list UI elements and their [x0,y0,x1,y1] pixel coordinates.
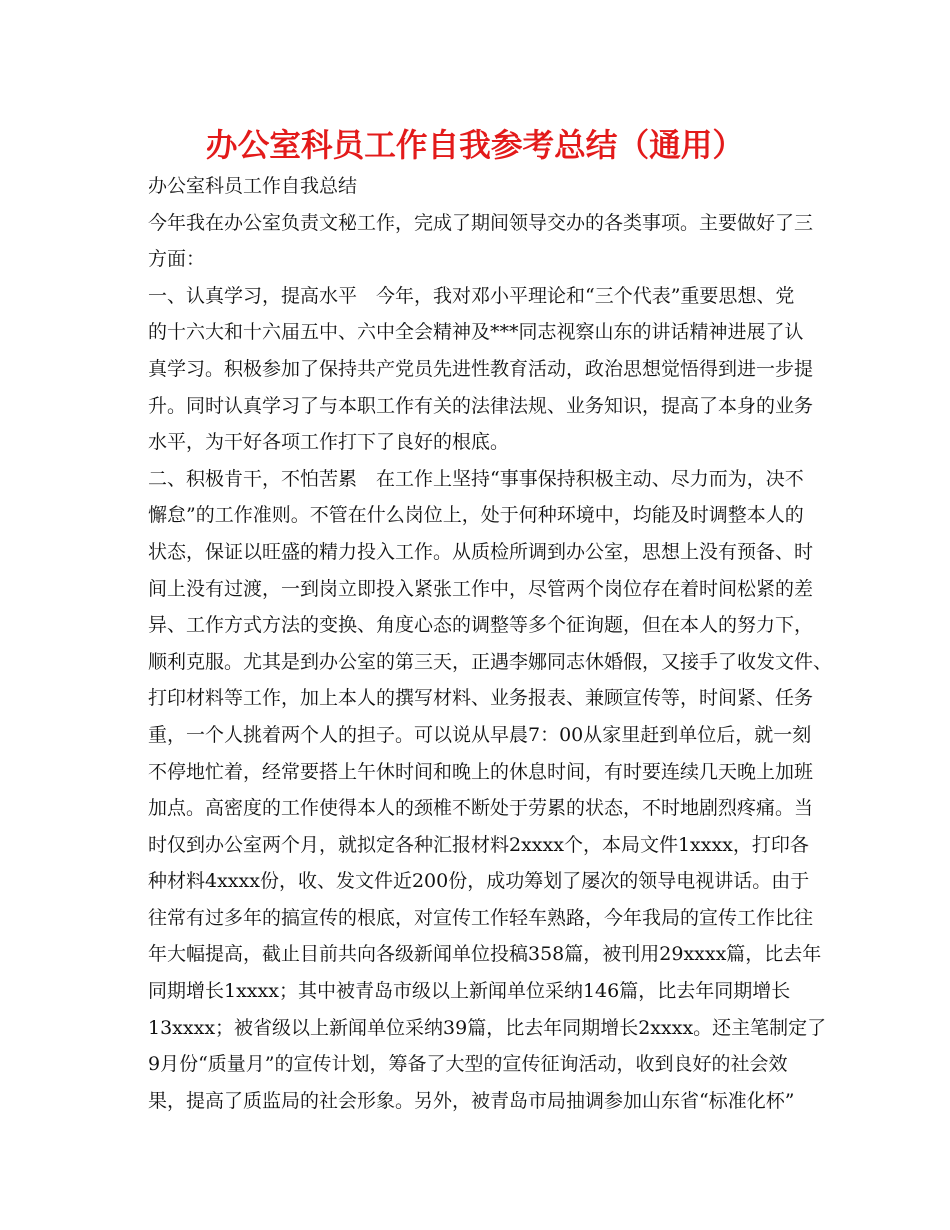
paragraph-line: 9月份“质量月”的宣传计划，筹备了大型的宣传征询活动，收到良好的社会效 [148,1053,788,1076]
document-body [148,168,833,1119]
paragraph-line: 时仅到办公室两个月，就拟定各种汇报材料2xxxx个，本局文件1xxxx，打印各 [148,833,809,856]
paragraph-line: 打印材料等工作，加上本人的撰写材料、业务报表、兼顾宣传等，时间紧、任务 [148,687,814,710]
document-title: 办公室科员工作自我参考总结（通用） [205,128,745,164]
paragraph-line: 二、积极肯干，不怕苦累 在工作上坚持“事事保持积极主动、尽力而为，决不 [148,467,804,490]
paragraph-line: 方面： [148,248,206,271]
paragraph-line: 间上没有过渡，一到岗立即投入紧张工作中，尽管两个岗位存在着时间松紧的差 [148,577,814,600]
paragraph-line: 异、工作方式方法的变换、角度心态的调整等多个征询题，但在本人的努力下， [148,614,814,637]
paragraph-line: 同期增长1xxxx；其中被青岛市级以上新闻单位采纳146篇，比去年同期增长 [148,980,791,1003]
paragraph-line: 13xxxx；被省级以上新闻单位采纳39篇，比去年同期增长2xxxx。还主笔制定了 [148,1016,827,1039]
paragraph-line: 不停地忙着，经常要搭上午休时间和晚上的休息时间，有时要连续几天晚上加班 [148,760,814,783]
paragraph-line: 一、认真学习，提高水平 今年，我对邓小平理论和“三个代表”重要思想、党 [148,284,795,307]
paragraph-line: 年大幅提高，截止目前共向各级新闻单位投稿358篇，被刊用29xxxx篇，比去年 [148,943,822,966]
paragraph-line: 升。同时认真学习了与本职工作有关的法律法规、业务知识，提高了本身的业务 [148,394,814,417]
paragraph-line: 状态，保证以旺盛的精力投入工作。从质检所调到办公室，思想上没有预备、时 [148,540,814,563]
paragraph-line: 真学习。积极参加了保持共产党员先进性教育活动，政治思想觉悟得到进一步提 [148,357,814,380]
paragraph-line: 顺利克服。尤其是到办公室的第三天，正遇李娜同志休婚假，又接手了收发文件、 [148,650,833,673]
paragraph-line: 加点。高密度的工作使得本人的颈椎不断处于劳累的状态，不时地剧烈疼痛。当 [148,797,814,820]
paragraph-line: 水平，为干好各项工作打下了良好的根底。 [148,431,510,454]
paragraph-line: 重，一个人挑着两个人的担子。可以说从早晨7：00从家里赶到单位后，就一刻 [148,723,812,746]
paragraph-line: 种材料4xxxx份，收、发文件近200份，成功筹划了屡次的领导电视讲话。由于 [148,870,810,893]
paragraph-line: 果，提高了质监局的社会形象。另外，被青岛市局抽调参加山东省“标准化杯” [148,1089,795,1112]
paragraph-line: 办公室科员工作自我总结 [148,175,358,197]
paragraph-line: 的十六大和十六届五中、六中全会精神及***同志视察山东的讲话精神进展了认 [148,321,804,344]
paragraph-line: 今年我在办公室负责文秘工作，完成了期间领导交办的各类事项。主要做好了三 [148,211,814,234]
paragraph-line: 往常有过多年的搞宣传的根底，对宣传工作轻车熟路，今年我局的宣传工作比往 [148,906,814,929]
paragraph-line: 懈怠”的工作准则。不管在什么岗位上，处于何种环境中，均能及时调整本人的 [148,504,804,527]
